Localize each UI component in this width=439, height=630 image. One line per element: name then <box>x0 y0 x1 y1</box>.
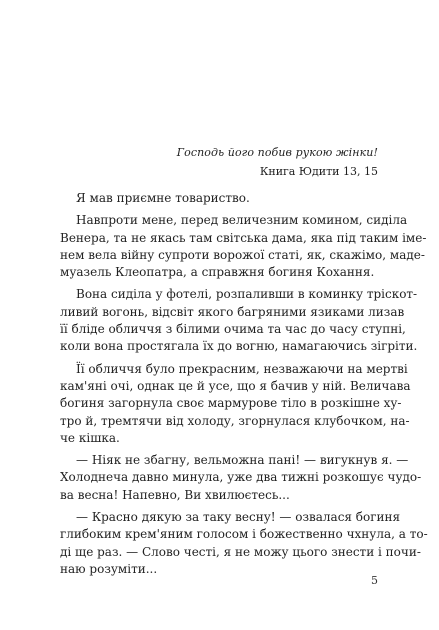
epigraph-quote: Господь його побив рукою жінки! <box>176 146 378 159</box>
text-line: ливий вогонь, відсвіт якого багряними язиками лизав <box>60 304 405 319</box>
paragraph <box>60 212 427 281</box>
text-line: Навпроти мене, перед величезним комином, сиділа <box>76 213 408 228</box>
text-line: глибоким крем'яним голосом і божественно чхнула, а то- <box>60 527 428 542</box>
text-line: Вона сиділа у фотелі, розпаливши в коминку тріскот- <box>76 287 418 302</box>
page-number: 5 <box>371 574 378 587</box>
text-line: нем вела війну супроти ворожої статі, як, скажімо, маде- <box>60 247 425 262</box>
paragraph <box>60 190 378 207</box>
text-line: наю розуміти... <box>60 561 158 576</box>
text-line: коли вона простягала їх до вогню, намагаючись зігріти. <box>60 339 418 354</box>
text-line: кам'яні очі, однак це й усе, що я бачив у ній. Величава <box>60 378 411 393</box>
text-line: муазель Клеопатра, а справжня богиня Кохання. <box>60 265 375 280</box>
text-line: Її обличчя було прекрасним, незважаючи на мертві <box>76 361 408 376</box>
text-line: Я мав приємне товариство. <box>76 191 250 205</box>
text-line: — Красно дякую за таку весну! — озвалася богиня <box>76 510 401 525</box>
text-line: богиня загорнула своє мармурове тіло в розкішне ху- <box>60 396 402 411</box>
text-line: — Ніяк не збагну, вельможна пані! — вигукнув я. — <box>76 453 409 468</box>
paragraph <box>60 361 411 447</box>
body-text <box>60 190 428 578</box>
text-line: ва весна! Напевно, Ви хвилюєтесь... <box>60 487 290 502</box>
text-line: її бліде обличчя з білими очима та час до часу ступні, <box>60 322 406 337</box>
text-line: че кішка. <box>60 430 120 445</box>
text-line: ді ще раз. — Слово честі, я не можу цього знести і почи- <box>60 544 421 559</box>
text-line: тро й, тремтячи від холоду, згорнулася клубочком, на- <box>60 413 410 428</box>
paragraph <box>60 286 418 355</box>
text-line: Холоднеча давно минула, уже два тижні розкошує чудо- <box>60 470 422 485</box>
paragraph <box>60 509 428 578</box>
paragraph <box>60 452 422 504</box>
epigraph-source: Книга Юдити 13, 15 <box>259 165 378 178</box>
epigraph <box>60 145 378 180</box>
text-line: Венера, та не якась там світська дама, яка під таким іме- <box>60 230 427 245</box>
